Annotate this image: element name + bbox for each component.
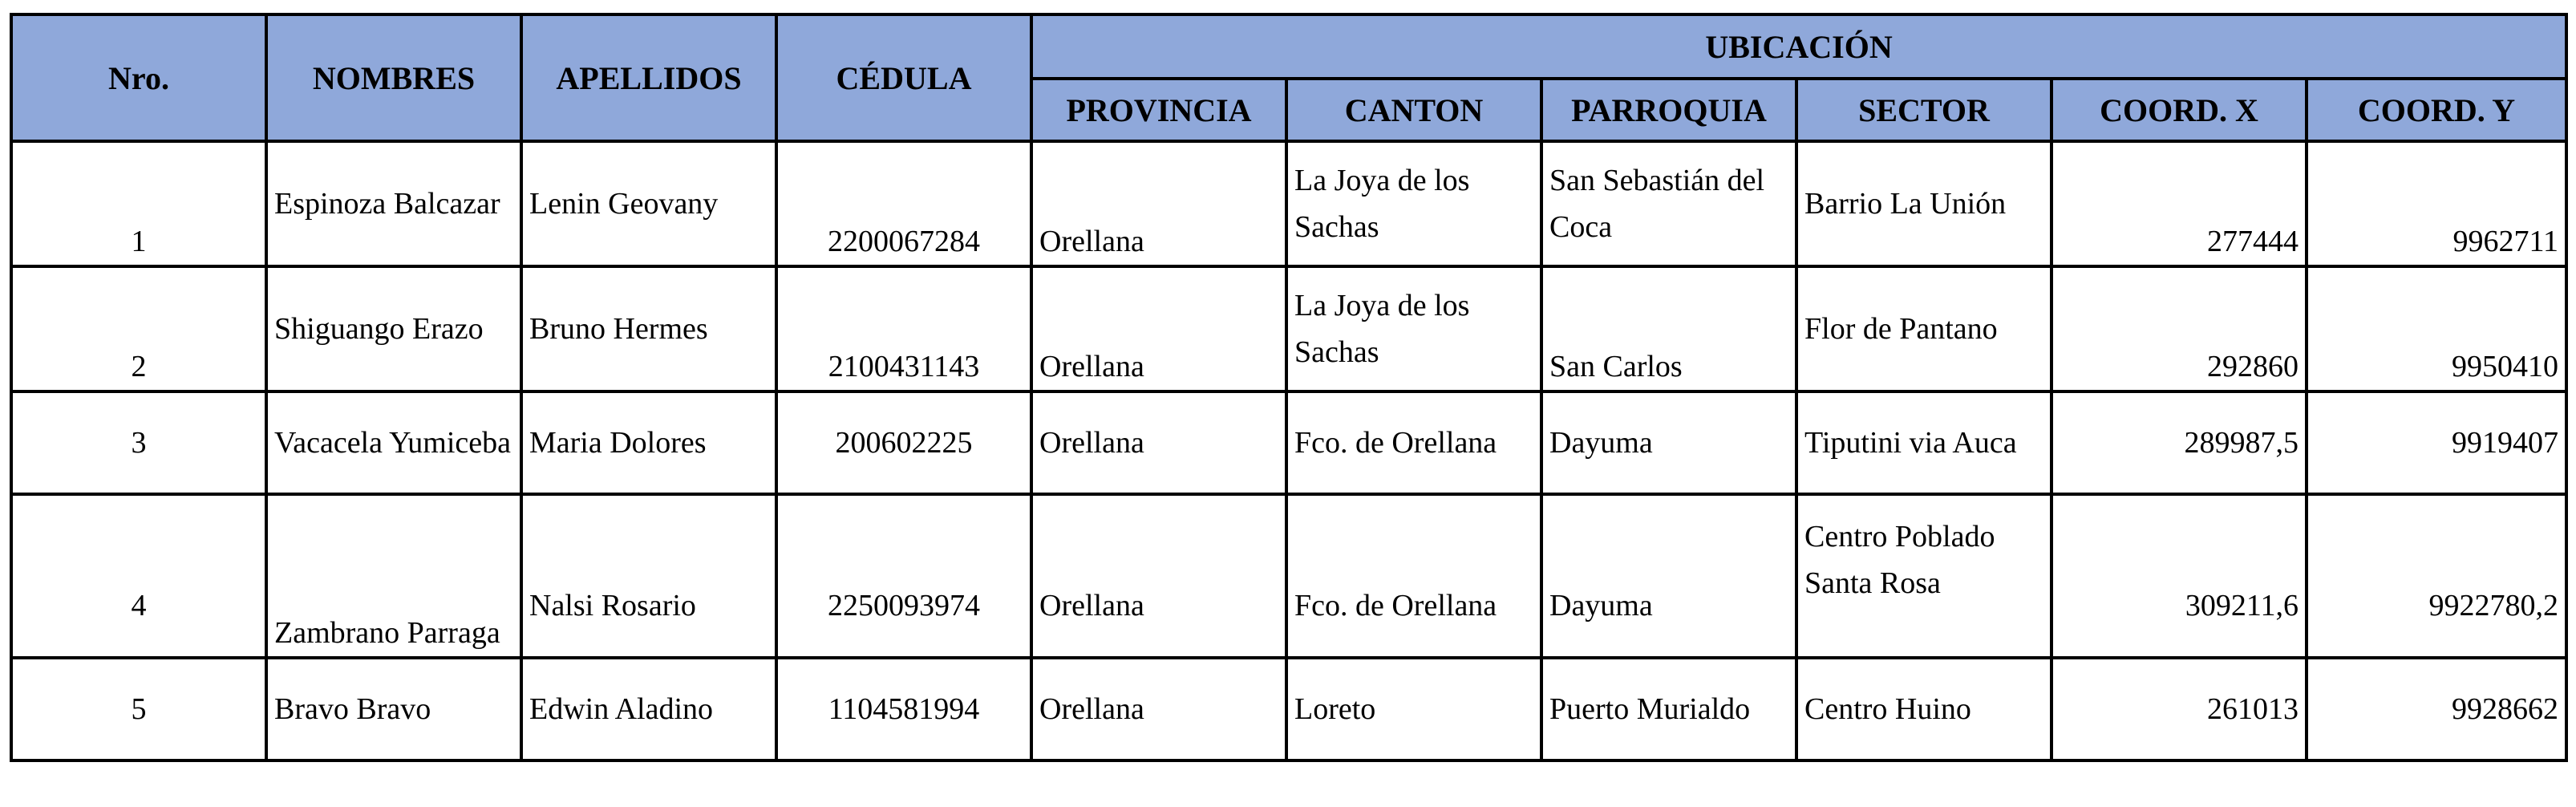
table-wrapper	[10, 13, 2568, 762]
cell-canton: La Joya de los Sachas	[1286, 266, 1541, 391]
cell-nro: 4	[11, 494, 266, 658]
cell-coord-x: 292860	[2051, 266, 2307, 391]
cell-coord-x: 277444	[2051, 141, 2307, 266]
cell-apellidos: Lenin Geovany	[521, 141, 776, 266]
cell-cedula: 200602225	[776, 391, 1031, 494]
cell-coord-y: 9919407	[2307, 391, 2566, 494]
header-parroquia: PARROQUIA	[1541, 79, 1796, 141]
cell-nro: 3	[11, 391, 266, 494]
cell-canton: Loreto	[1286, 658, 1541, 760]
cell-provincia: Orellana	[1031, 494, 1286, 658]
cell-coord-y: 9928662	[2307, 658, 2566, 760]
cell-parroquia: Dayuma	[1541, 494, 1796, 658]
cell-nombres: Zambrano Parraga	[266, 494, 521, 658]
cell-nro: 2	[11, 266, 266, 391]
cell-apellidos: Nalsi Rosario	[521, 494, 776, 658]
cell-parroquia: Dayuma	[1541, 391, 1796, 494]
beneficiaries-table	[10, 13, 2568, 762]
header-sector: SECTOR	[1796, 79, 2051, 141]
cell-cedula: 2200067284	[776, 141, 1031, 266]
cell-canton: Fco. de Orellana	[1286, 391, 1541, 494]
cell-sector: Centro Huino	[1796, 658, 2051, 760]
cell-apellidos: Maria Dolores	[521, 391, 776, 494]
table-row	[11, 494, 2566, 658]
cell-cedula: 1104581994	[776, 658, 1031, 760]
cell-canton: La Joya de los Sachas	[1286, 141, 1541, 266]
cell-sector: Barrio La Unión	[1796, 141, 2051, 266]
header-nombres: NOMBRES	[266, 14, 521, 141]
cell-sector: Flor de Pantano	[1796, 266, 2051, 391]
header-provincia: PROVINCIA	[1031, 79, 1286, 141]
cell-canton: Fco. de Orellana	[1286, 494, 1541, 658]
cell-coord-x: 289987,5	[2051, 391, 2307, 494]
header-apellidos: APELLIDOS	[521, 14, 776, 141]
cell-provincia: Orellana	[1031, 141, 1286, 266]
cell-provincia: Orellana	[1031, 658, 1286, 760]
header-row-top	[11, 14, 2566, 79]
cell-parroquia: Puerto Murialdo	[1541, 658, 1796, 760]
header-coord-x: COORD. X	[2051, 79, 2307, 141]
cell-parroquia: San Carlos	[1541, 266, 1796, 391]
cell-apellidos: Edwin Aladino	[521, 658, 776, 760]
cell-parroquia: San Sebastián del Coca	[1541, 141, 1796, 266]
cell-nro: 5	[11, 658, 266, 760]
cell-cedula: 2100431143	[776, 266, 1031, 391]
cell-nombres: Espinoza Balcazar	[266, 141, 521, 266]
cell-provincia: Orellana	[1031, 391, 1286, 494]
cell-apellidos: Bruno Hermes	[521, 266, 776, 391]
table-row	[11, 141, 2566, 266]
cell-coord-y: 9922780,2	[2307, 494, 2566, 658]
cell-sector: Tiputini via Auca	[1796, 391, 2051, 494]
cell-nro: 1	[11, 141, 266, 266]
header-canton: CANTON	[1286, 79, 1541, 141]
cell-provincia: Orellana	[1031, 266, 1286, 391]
table-row	[11, 391, 2566, 494]
cell-coord-y: 9962711	[2307, 141, 2566, 266]
cell-nombres: Vacacela Yumiceba	[266, 391, 521, 494]
table-row	[11, 266, 2566, 391]
table-row	[11, 658, 2566, 760]
cell-coord-y: 9950410	[2307, 266, 2566, 391]
cell-coord-x: 261013	[2051, 658, 2307, 760]
cell-nombres: Shiguango Erazo	[266, 266, 521, 391]
cell-coord-x: 309211,6	[2051, 494, 2307, 658]
cell-cedula: 2250093974	[776, 494, 1031, 658]
header-nro: Nro.	[11, 14, 266, 141]
header-cedula: CÉDULA	[776, 14, 1031, 141]
header-ubicacion: UBICACIÓN	[1031, 14, 2566, 79]
cell-sector: Centro Poblado Santa Rosa	[1796, 494, 2051, 658]
header-coord-y: COORD. Y	[2307, 79, 2566, 141]
cell-nombres: Bravo Bravo	[266, 658, 521, 760]
